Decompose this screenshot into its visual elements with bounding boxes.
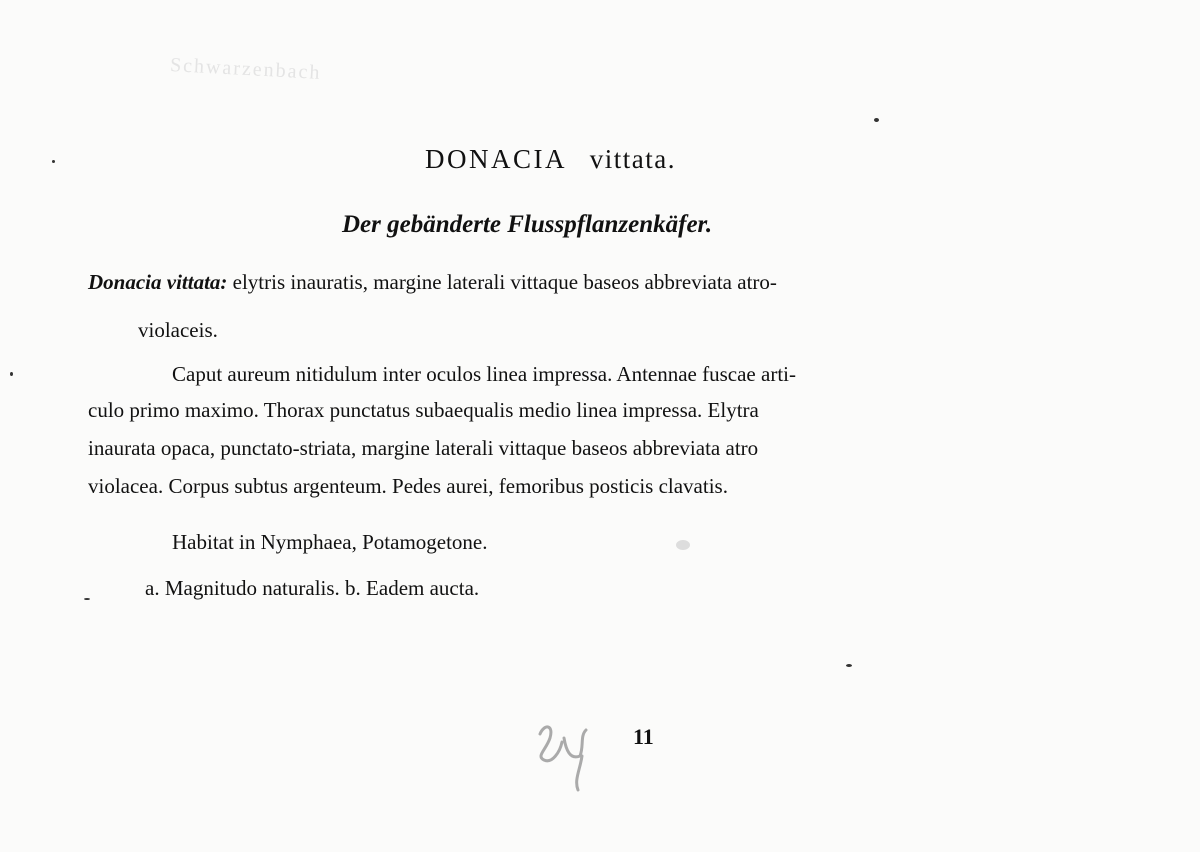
plate-number: 11 bbox=[633, 724, 654, 749]
diagnosis-line-2: violaceis. bbox=[138, 318, 218, 342]
ink-speck bbox=[52, 160, 55, 163]
handwritten-mark bbox=[530, 716, 600, 796]
ink-speck bbox=[874, 118, 879, 122]
description-line-1: Caput aureum nitidulum inter oculos linea impressa. Antennae fuscae arti- bbox=[172, 362, 796, 386]
genus-name: DONACIA bbox=[425, 144, 567, 174]
german-common-name: Der gebänderte Flusspflanzenkäfer. bbox=[342, 211, 713, 238]
diagnosis-text: elytris inauratis, margine laterali vittaque baseos abbreviata atro- bbox=[232, 270, 777, 294]
description-line-4: violacea. Corpus subtus argenteum. Pedes aurei, femoribus posticis clavatis. bbox=[88, 474, 728, 498]
description-line-3: inaurata opaca, punctato-striata, margine laterali vittaque baseos abbreviata atro bbox=[88, 436, 759, 460]
diagnosis-lead: Donacia vittata: bbox=[88, 270, 228, 294]
page-title bbox=[425, 144, 676, 175]
ink-speck bbox=[10, 372, 13, 376]
figure-legend: a. Magnitudo naturalis. b. Eadem aucta. bbox=[145, 576, 480, 600]
ink-speck bbox=[84, 598, 90, 600]
diagnosis-line-1 bbox=[88, 270, 777, 295]
description-line-2: culo primo maximo. Thorax punctatus subaequalis medio linea impressa. Elytra bbox=[88, 398, 759, 422]
paper-stain bbox=[676, 540, 690, 550]
species-name: vittata. bbox=[589, 144, 676, 174]
bleed-through-text: Schwarzenbach bbox=[169, 54, 322, 84]
habitat-line: Habitat in Nymphaea, Potamogetone. bbox=[172, 530, 488, 554]
ink-speck bbox=[846, 664, 852, 667]
